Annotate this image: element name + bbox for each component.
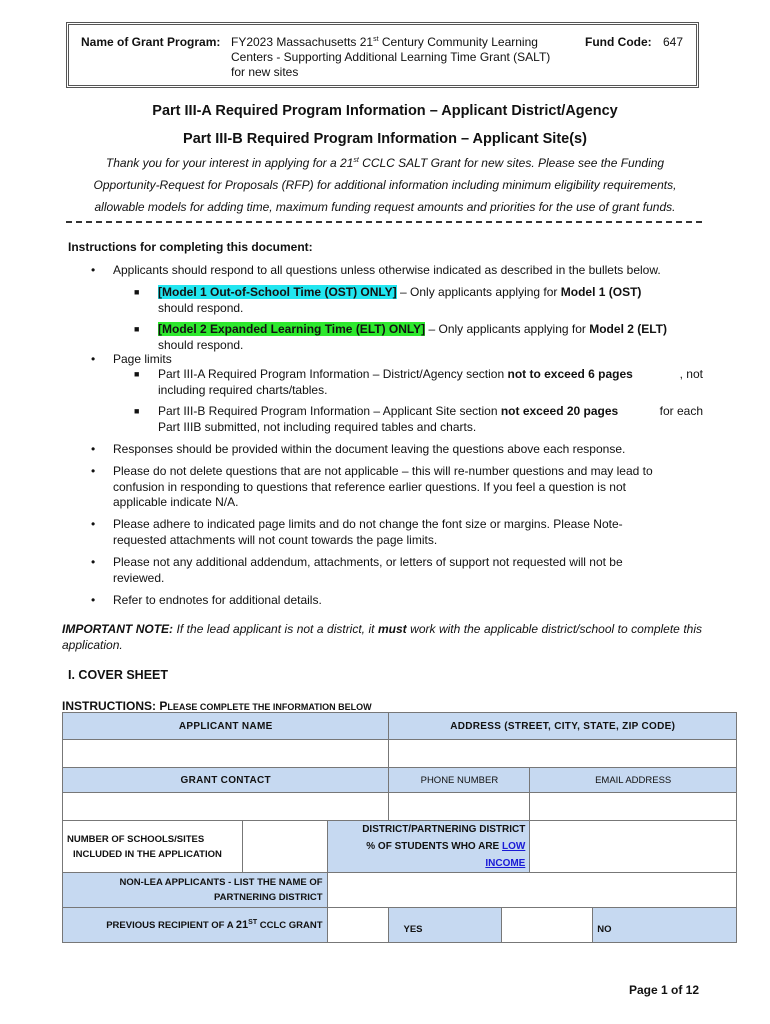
address-field[interactable] — [389, 740, 737, 768]
low-income-label: DISTRICT/PARTNERING DISTRICT % OF STUDENTS WHO ARE LOW INCOME — [327, 821, 530, 873]
sub-bullet-part-a-limit: ■ Part III-A Required Program Information – District/Agency section not to exceed 6 pages , not including required charts/tables. — [134, 367, 703, 397]
non-lea-label: NON-LEA APPLICANTS - LIST THE NAME OF PARTNERING DISTRICT — [63, 873, 328, 908]
program-line2: Centers - Supporting Additional Learning Time Grant (SALT) — [231, 50, 551, 64]
grant-contact-field[interactable] — [63, 793, 389, 821]
intro-sup: st — [353, 157, 359, 164]
email-header: EMAIL ADDRESS — [530, 768, 737, 793]
program-name — [231, 35, 581, 80]
no-option[interactable]: NO — [593, 908, 737, 943]
schools-sites-field[interactable] — [242, 821, 327, 873]
fund-code-value: 647 — [663, 35, 684, 49]
previous-recipient-field[interactable] — [327, 908, 389, 943]
bullet-endnotes: • Refer to endnotes for additional details. — [91, 593, 322, 607]
grant-program-header — [66, 22, 699, 88]
low-income-link[interactable]: LOW INCOME — [485, 841, 526, 869]
bullet-respond-all: • Applicants should respond to all questions unless otherwise indicated as described in the bullets below. — [91, 263, 661, 277]
intro-line3: allowable models for adding time, maximum funding request amounts and priorities for the use of grant funds. — [94, 200, 676, 214]
program-label: Name of Grant Program: — [81, 35, 221, 49]
program-line3: for new sites — [231, 65, 299, 79]
title-part-a: Part III-A Required Program Information – Applicant District/Agency — [152, 103, 618, 119]
square-bullet-icon: ■ — [134, 287, 140, 297]
instructions-heading: Instructions for completing this document: — [68, 240, 313, 254]
page-number: Page 1 of 12 — [629, 983, 700, 997]
email-field[interactable] — [530, 793, 737, 821]
grant-contact-header: GRANT CONTACT — [63, 768, 389, 793]
intro-line1-post: CCLC SALT Grant for new sites. Please see the Funding — [358, 156, 665, 170]
fund-code-label: Fund Code: — [585, 35, 652, 49]
bullet-attachments: • Please not any additional addendum, attachments, or letters of support not requested will not be reviewed. — [91, 555, 623, 585]
phone-header: PHONE NUMBER — [389, 768, 530, 793]
previous-recipient-label: PREVIOUS RECIPIENT OF A 21ST CCLC GRANT — [63, 908, 328, 943]
bullet-do-not-delete: • Please do not delete questions that are not applicable – this will re-number questions and may lead to confusion in responding to questions that reference earlier questions. If you feel a question is not applicable indicate N/A. — [91, 464, 653, 509]
program-line1: FY2023 Massachusetts 21 — [231, 35, 374, 49]
square-bullet-icon: ■ — [134, 369, 140, 379]
bullet-page-limits: • Page limits — [91, 352, 172, 366]
important-note: IMPORTANT NOTE: If the lead applicant is not a district, it must work with the applicable district/school to complete this application. — [62, 622, 703, 652]
intro-line1: Thank you for your interest in applying for a 21 — [105, 156, 354, 170]
bullet-responses: • Responses should be provided within the document leaving the questions above each response. — [91, 442, 626, 456]
cover-sheet-heading: I. COVER SHEET — [68, 668, 169, 682]
sub-bullet-model1: ■ [Model 1 Out-of-School Time (OST) ONLY] – Only applicants applying for Model 1 (OST) should respond. — [134, 285, 642, 315]
address-header: ADDRESS (STREET, CITY, STATE, ZIP CODE) — [389, 713, 737, 740]
program-line1-post: Century Community Learning — [378, 35, 538, 49]
applicant-name-field[interactable] — [63, 740, 389, 768]
square-bullet-icon: ■ — [134, 406, 140, 416]
dashed-divider — [66, 221, 702, 223]
yes-option[interactable]: YES — [389, 908, 502, 943]
schools-sites-label: NUMBER OF SCHOOLS/SITES INCLUDED IN THE APPLICATION — [63, 821, 243, 873]
non-lea-field[interactable] — [327, 873, 736, 908]
intro-paragraph — [60, 152, 710, 218]
intro-line2: Opportunity-Request for Proposals (RFP) for additional information including minimum eligibility requirements, — [93, 178, 677, 192]
phone-field[interactable] — [389, 793, 530, 821]
cover-instructions: INSTRUCTIONS: PLEASE COMPLETE THE INFORMATION BELOW — [62, 699, 372, 713]
cover-sheet-table — [62, 712, 737, 943]
program-sup: st — [373, 36, 379, 43]
applicant-name-header: APPLICANT NAME — [63, 713, 389, 740]
sub-bullet-part-b-limit: ■ Part III-B Required Program Information – Applicant Site section not exceed 20 pages for each Part IIIB submitted, not including required tables and charts. — [134, 404, 703, 434]
low-income-field[interactable] — [530, 821, 737, 873]
sub-bullet-model2: ■ [Model 2 Expanded Learning Time (ELT) ONLY] – Only applicants applying for Model 2 (ELT) should respond. — [134, 322, 668, 352]
yes-checkbox-field[interactable] — [502, 908, 593, 943]
title-part-b: Part III-B Required Program Information – Applicant Site(s) — [183, 131, 587, 147]
square-bullet-icon: ■ — [134, 324, 140, 334]
bullet-page-margins: • Please adhere to indicated page limits and do not change the font size or margins. Please Note- requested attachments will not count towards the page limits. — [91, 517, 623, 547]
